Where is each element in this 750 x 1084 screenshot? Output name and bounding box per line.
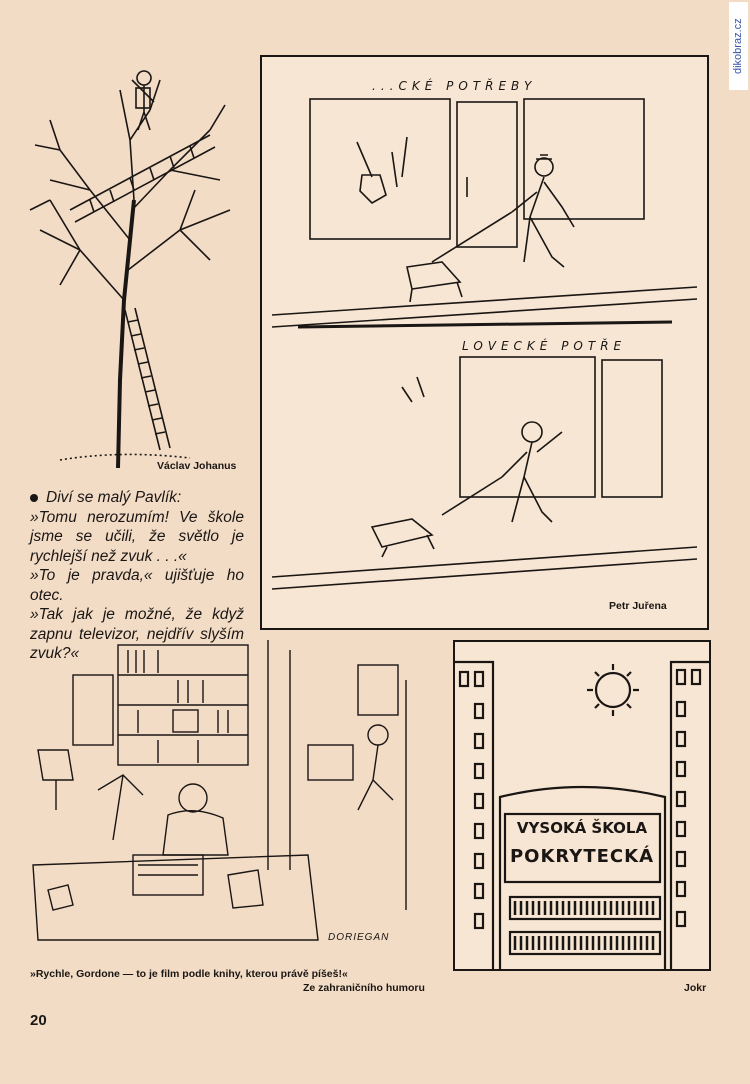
hunting-shop-cartoon <box>260 55 709 630</box>
joke-text <box>30 488 244 664</box>
joke-line: »Tomu nerozumím! Ve škole jsme se učili, že světlo je rychlejší než zvuk . . .« <box>30 508 244 565</box>
shop-cartoon-credit: Petr Juřena <box>609 600 667 612</box>
tree-cartoon-credit: Václav Johanus <box>157 460 237 472</box>
school-cartoon <box>453 640 711 971</box>
watermark: dikobraz.cz <box>729 2 748 90</box>
joke-intro: Diví se malý Pavlík: <box>30 488 244 508</box>
office-cartoon-caption: »Rychle, Gordone — to je film podle knihy, kterou právě píšeš!« <box>30 968 348 980</box>
artist-signature: DORIEGAN <box>328 932 390 943</box>
school-drawing <box>455 642 709 969</box>
school-cartoon-credit: Jokr <box>684 982 707 994</box>
tree-drawing <box>20 50 250 480</box>
bottom-shop-sign: LOVECKÉ POTŘE <box>462 339 627 353</box>
page-number: 20 <box>30 1012 47 1029</box>
office-cartoon-source: Ze zahraničního humoru <box>303 982 425 994</box>
office-drawing <box>28 640 438 960</box>
joke-line: »Tak jak je možné, že když zapnu televizor, nejdřív slyším zvuk?« <box>30 606 244 662</box>
office-cartoon <box>28 640 438 960</box>
school-sign-line1: VYSOKÁ ŠKOLA <box>516 819 648 837</box>
school-sign-line2: POKRYTECKÁ <box>509 846 654 867</box>
top-shop-sign: ...CKÉ POTŘEBY <box>372 79 537 93</box>
tree-cartoon <box>20 50 250 480</box>
joke-line: »To je pravda,« ujišťuje ho otec. <box>30 567 244 604</box>
bullet-icon <box>30 494 38 502</box>
